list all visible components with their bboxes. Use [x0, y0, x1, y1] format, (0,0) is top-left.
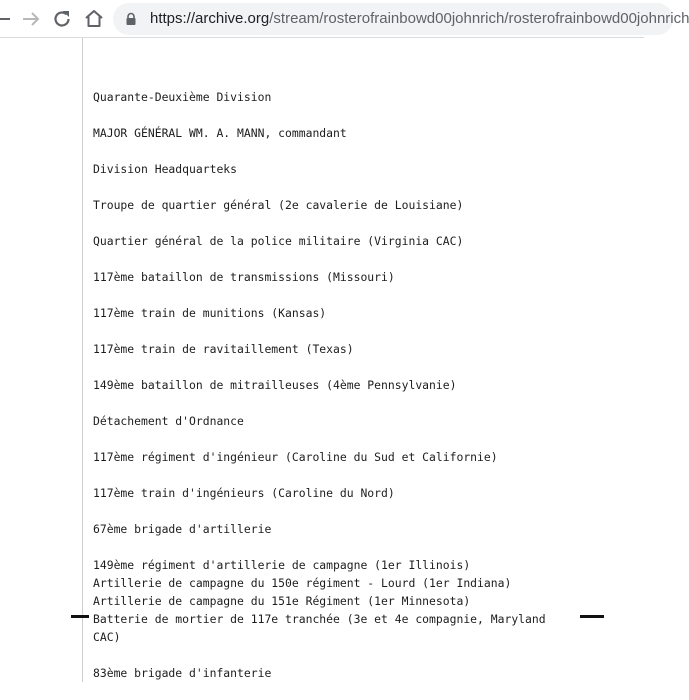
document-paragraph: Division Headquarteks [93, 162, 238, 176]
document-paragraph: 117ème bataillon de transmissions (Missouri) [93, 270, 395, 284]
document-paragraph: Quarante-Deuxième Division [93, 90, 272, 104]
document-line: Artillerie de campagne du 150e régiment - Lourd (1er Indiana) [93, 576, 512, 590]
browser-toolbar [0, 0, 689, 38]
url-path: /stream/rosterofrainbowd00johnrich/rosterofrainbowd00johnrich [269, 10, 689, 27]
url-host: https://archive.org [150, 10, 270, 27]
document-paragraph: 117ème régiment d'ingénieur (Caroline du Sud et Californie) [93, 450, 498, 464]
document-paragraph: Détachement d'Ordnance [93, 414, 244, 428]
document-text [93, 88, 644, 700]
document-paragraph: 83ème brigade d'infanterie [93, 666, 272, 680]
reload-icon[interactable] [50, 7, 74, 31]
document-paragraph: 149ème bataillon de mitrailleuses (4ème Pennsylvanie) [93, 378, 457, 392]
document-line-group [93, 556, 644, 646]
document-paragraph: Troupe de quartier général (2e cavalerie de Louisiane) [93, 198, 464, 212]
document-line: Artillerie de campagne du 151e Régiment (1er Minnesota) [93, 594, 471, 608]
page-gutter-divider [82, 38, 83, 682]
document-line: 149ème régiment d'artillerie de campagne (1er Illinois) [93, 558, 471, 572]
left-highlight-marker [71, 615, 89, 618]
document-line: Batterie de mortier de 117e tranchée (3e et 4e compagnie, Maryland [93, 612, 546, 626]
lock-icon [124, 12, 138, 26]
back-arrow-icon[interactable] [0, 7, 14, 31]
home-icon[interactable] [82, 7, 106, 31]
document-paragraph: 117ème train de ravitaillement (Texas) [93, 342, 354, 356]
address-bar[interactable] [113, 3, 689, 35]
document-paragraph: 67ème brigade d'artillerie [93, 522, 272, 536]
url-text[interactable] [150, 10, 689, 27]
document-line: CAC) [93, 630, 121, 644]
document-paragraph: 117ème train de munitions (Kansas) [93, 306, 327, 320]
right-highlight-marker [580, 615, 604, 618]
document-paragraph: MAJOR GÉNÉRAL WM. A. MANN, commandant [93, 126, 347, 140]
document-paragraph: Quartier général de la police militaire (Virginia CAC) [93, 234, 464, 248]
document-paragraph: 117ème train d'ingénieurs (Caroline du Nord) [93, 486, 395, 500]
forward-arrow-icon[interactable] [19, 7, 43, 31]
